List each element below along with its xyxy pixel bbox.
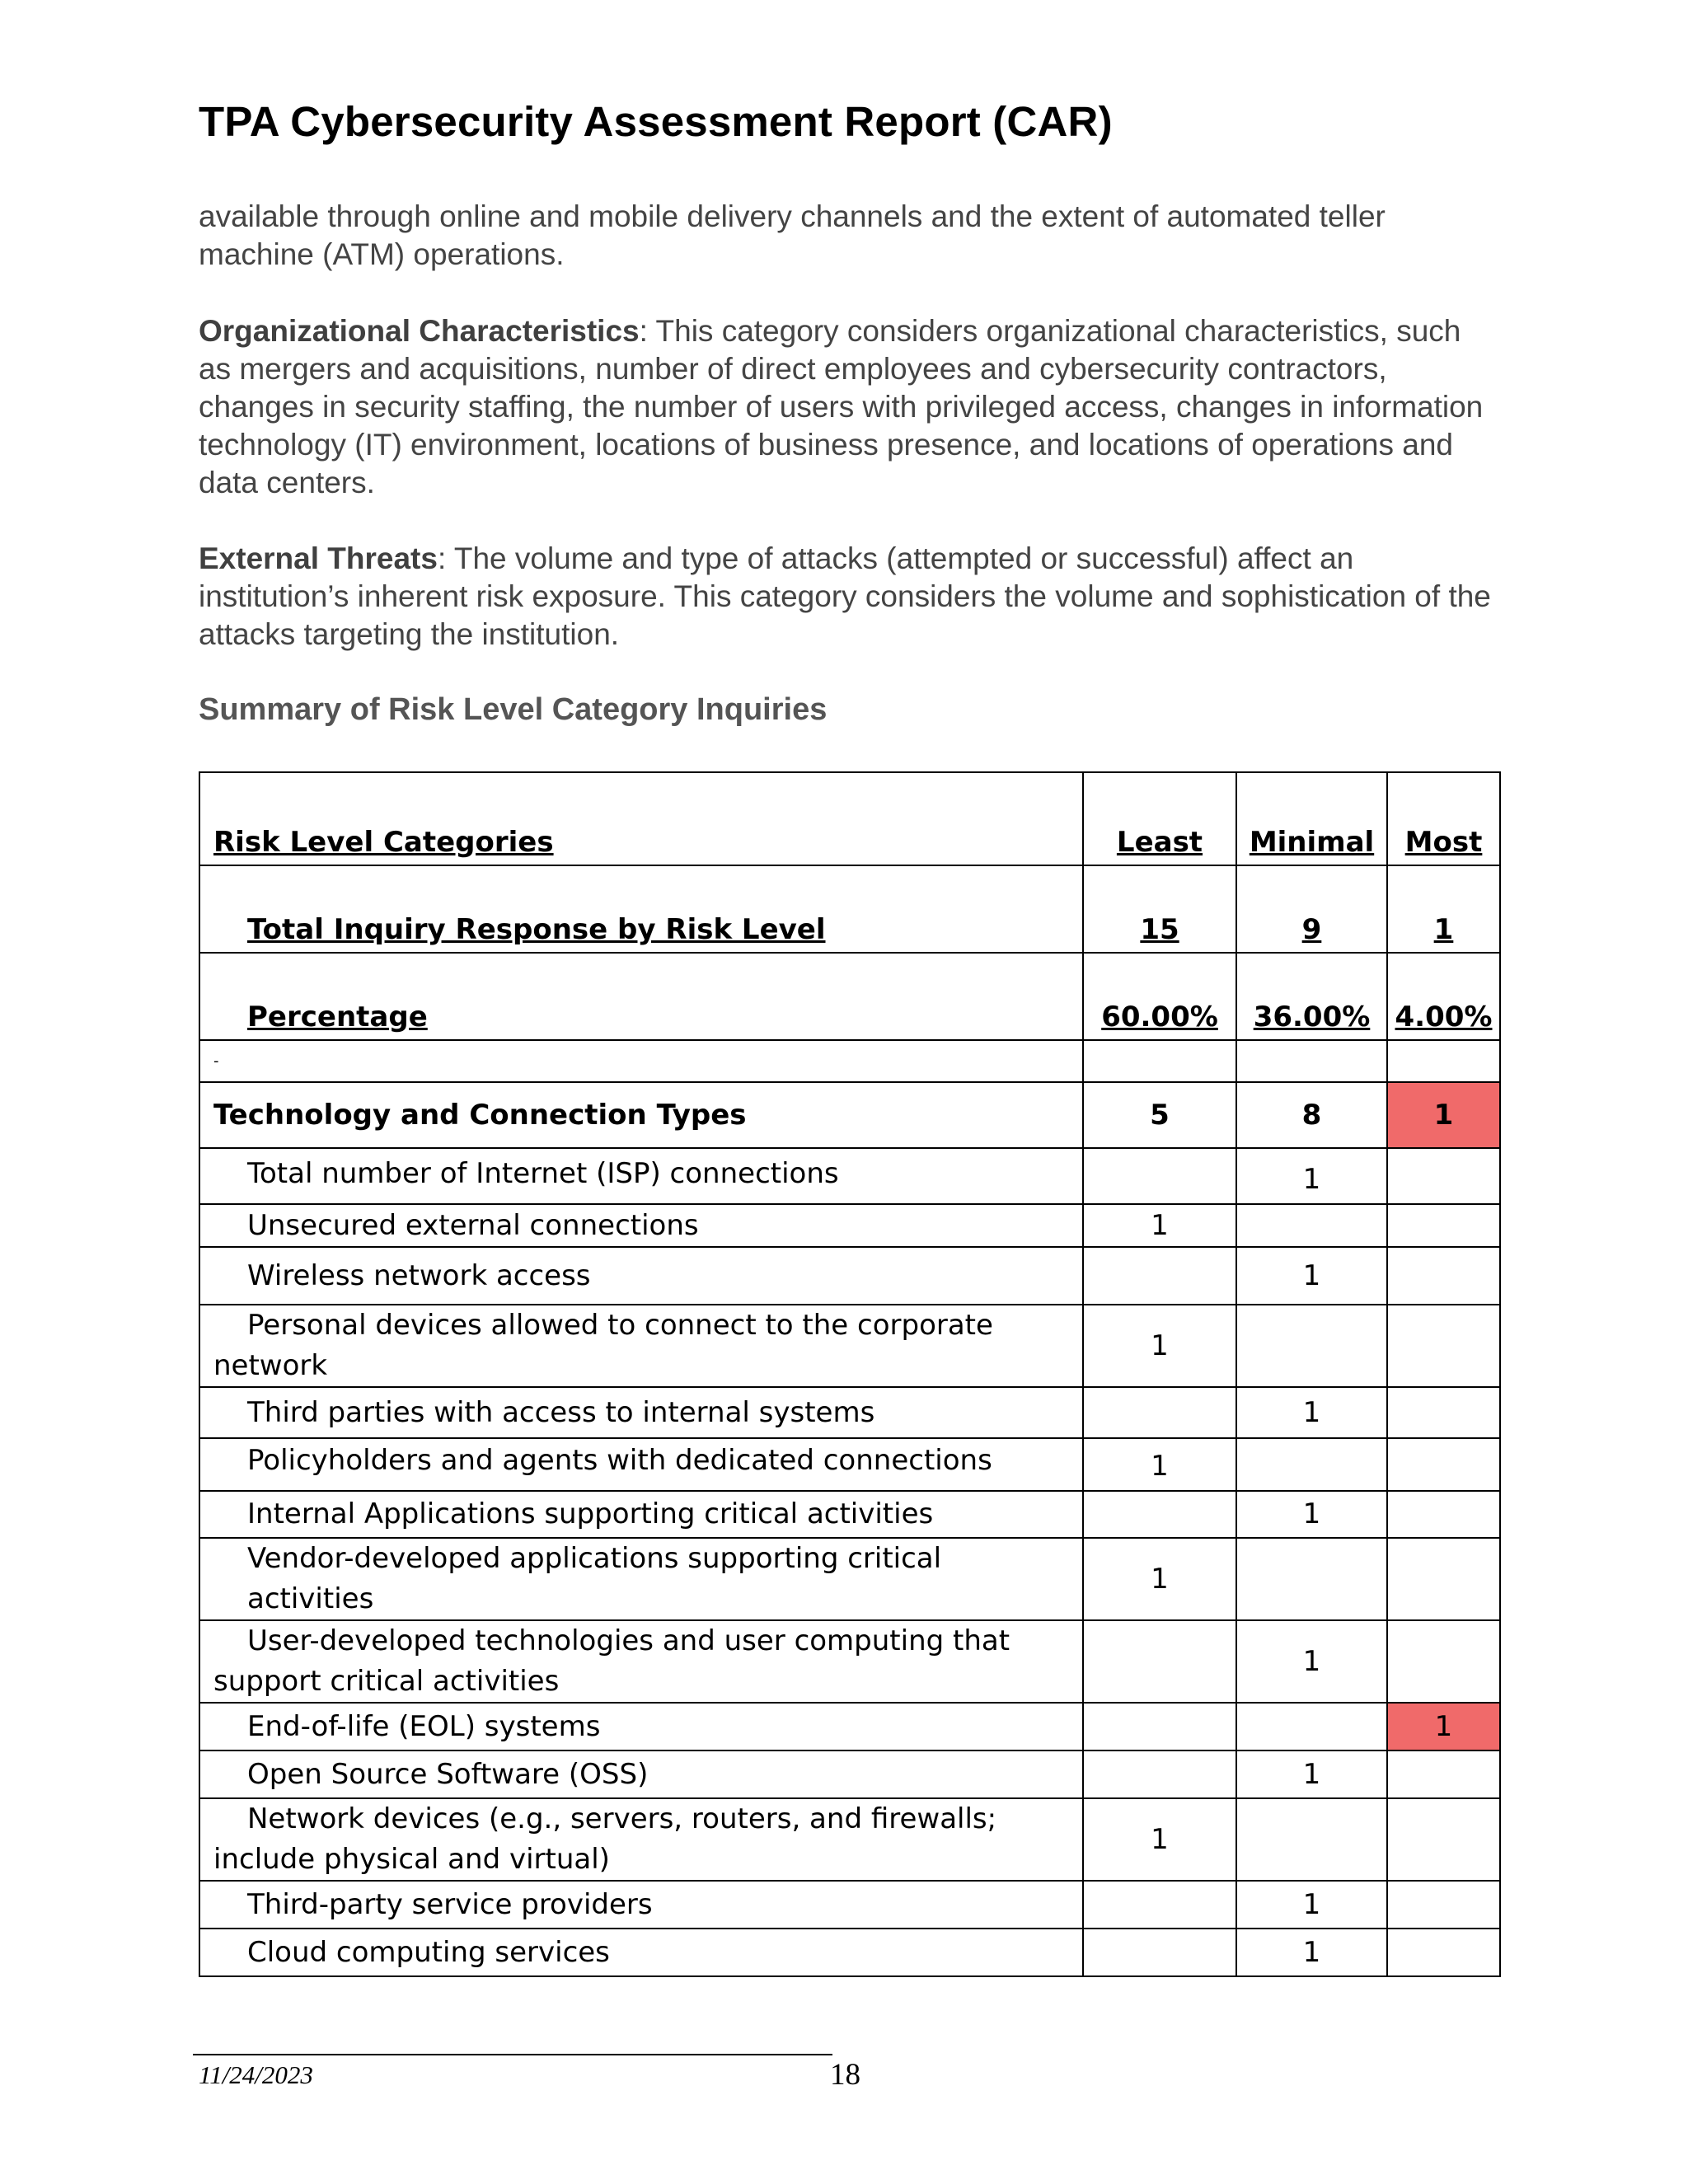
spacer-row xyxy=(199,1040,1500,1082)
percentage-row xyxy=(199,953,1500,1040)
footer-date: 11/24/2023 xyxy=(199,2060,313,2089)
row-minimal: 1 xyxy=(1236,1148,1387,1204)
row-most xyxy=(1387,1620,1500,1703)
section-label: Technology and Connection Types xyxy=(199,1082,1083,1148)
percentage-label: Percentage xyxy=(199,953,1083,1040)
row-most xyxy=(1387,1438,1500,1491)
row-minimal xyxy=(1236,1798,1387,1881)
paragraph-text: available through online and mobile delivery channels and the extent of automated teller machine (ATM) operations. xyxy=(199,199,1386,271)
header-least: Least xyxy=(1083,772,1236,865)
row-most xyxy=(1387,1247,1500,1305)
row-label: Total number of Internet (ISP) connections xyxy=(199,1148,1083,1204)
totals-least: 15 xyxy=(1083,865,1236,953)
row-minimal: 1 xyxy=(1236,1881,1387,1929)
row-minimal xyxy=(1236,1438,1387,1491)
table-row xyxy=(199,1247,1500,1305)
table-row xyxy=(199,1491,1500,1538)
row-most xyxy=(1387,1538,1500,1620)
row-minimal: 1 xyxy=(1236,1247,1387,1305)
table-row xyxy=(199,1620,1500,1703)
row-label: Third parties with access to internal systems xyxy=(199,1387,1083,1438)
section-row xyxy=(199,1082,1500,1148)
row-label xyxy=(199,1798,1083,1881)
percentage-least: 60.00% xyxy=(1083,953,1236,1040)
row-label xyxy=(199,1305,1083,1387)
paragraph-external-threats xyxy=(199,540,1501,654)
row-minimal: 1 xyxy=(1236,1750,1387,1798)
totals-label: Total Inquiry Response by Risk Level xyxy=(199,865,1083,953)
section-minimal: 8 xyxy=(1236,1082,1387,1148)
row-label: Open Source Software (OSS) xyxy=(199,1750,1083,1798)
table-row xyxy=(199,1538,1500,1620)
row-label-line-1: Personal devices allowed to connect to the corporate xyxy=(247,1309,993,1342)
row-most xyxy=(1387,1491,1500,1538)
row-least xyxy=(1083,1387,1236,1438)
header-most: Most xyxy=(1387,772,1500,865)
table-row xyxy=(199,1148,1500,1204)
row-most xyxy=(1387,1387,1500,1438)
table-row xyxy=(199,1929,1500,1976)
row-label-line-2: support critical activities xyxy=(213,1665,560,1698)
row-minimal: 1 xyxy=(1236,1620,1387,1703)
row-label: Internal Applications supporting critical activities xyxy=(199,1491,1083,1538)
row-least xyxy=(1083,1148,1236,1204)
risk-level-table xyxy=(199,771,1501,1977)
row-least xyxy=(1083,1881,1236,1929)
spacer-mark: - xyxy=(199,1040,1083,1082)
totals-most: 1 xyxy=(1387,865,1500,953)
row-minimal: 1 xyxy=(1236,1929,1387,1976)
header-risk-level-categories: Risk Level Categories xyxy=(199,772,1083,865)
row-label: Vendor-developed applications supporting critical activities xyxy=(199,1538,1083,1620)
row-label-line-2: include physical and virtual) xyxy=(213,1843,610,1876)
row-least: 1 xyxy=(1083,1538,1236,1620)
page-number: 18 xyxy=(830,2058,860,2092)
row-label xyxy=(199,1620,1083,1703)
totals-minimal: 9 xyxy=(1236,865,1387,953)
page-title: TPA Cybersecurity Assessment Report (CAR) xyxy=(199,98,1113,145)
table-header-row xyxy=(199,772,1500,865)
row-least: 1 xyxy=(1083,1204,1236,1247)
row-label-line-1: Network devices (e.g., servers, routers, and firewalls; xyxy=(247,1802,997,1835)
row-minimal xyxy=(1236,1703,1387,1750)
row-minimal xyxy=(1236,1538,1387,1620)
paragraph-text: : The volume and type of attacks (attempted or successful) affect an institution’s inherent risk exposure. This category considers the volume and sophistication of the attacks targeting the institution. xyxy=(199,541,1491,651)
row-label: Unsecured external connections xyxy=(199,1204,1083,1247)
paragraph-label: External Threats xyxy=(199,541,438,575)
table-row xyxy=(199,1703,1500,1750)
row-minimal: 1 xyxy=(1236,1491,1387,1538)
row-least: 1 xyxy=(1083,1305,1236,1387)
paragraph-text: : This category considers organizational characteristics, such as mergers and acquisitions, number of direct employees and cybersecurity contractors, changes in security staffing, the number of users with privileged access, changes in information technology (IT) environment, locations of business presence, and locations of operations and data centers. xyxy=(199,314,1484,499)
row-least xyxy=(1083,1491,1236,1538)
footer-divider xyxy=(193,2054,832,2055)
row-least xyxy=(1083,1247,1236,1305)
row-least xyxy=(1083,1703,1236,1750)
table-row xyxy=(199,1881,1500,1929)
row-least: 1 xyxy=(1083,1798,1236,1881)
section-subheading: Summary of Risk Level Category Inquiries xyxy=(199,692,828,727)
section-most: 1 xyxy=(1387,1082,1500,1148)
table-row xyxy=(199,1204,1500,1247)
row-label: Third-party service providers xyxy=(199,1881,1083,1929)
table-row xyxy=(199,1305,1500,1387)
paragraph-organizational-characteristics xyxy=(199,312,1501,502)
table-row xyxy=(199,1438,1500,1491)
row-most xyxy=(1387,1929,1500,1976)
row-most xyxy=(1387,1204,1500,1247)
row-label: Policyholders and agents with dedicated connections xyxy=(199,1438,1083,1491)
row-most xyxy=(1387,1750,1500,1798)
row-most xyxy=(1387,1798,1500,1881)
row-most xyxy=(1387,1881,1500,1929)
row-most xyxy=(1387,1148,1500,1204)
totals-row xyxy=(199,865,1500,953)
row-most xyxy=(1387,1305,1500,1387)
row-label-line-1: User-developed technologies and user computing that xyxy=(247,1624,1010,1657)
percentage-minimal: 36.00% xyxy=(1236,953,1387,1040)
row-most-highlighted: 1 xyxy=(1387,1703,1500,1750)
percentage-most: 4.00% xyxy=(1387,953,1500,1040)
row-least xyxy=(1083,1750,1236,1798)
row-minimal: 1 xyxy=(1236,1387,1387,1438)
table-row xyxy=(199,1750,1500,1798)
row-least: 1 xyxy=(1083,1438,1236,1491)
header-minimal: Minimal xyxy=(1236,772,1387,865)
paragraph-label: Organizational Characteristics xyxy=(199,314,640,348)
row-label: Cloud computing services xyxy=(199,1929,1083,1976)
row-least xyxy=(1083,1620,1236,1703)
table-row xyxy=(199,1387,1500,1438)
row-label: End-of-life (EOL) systems xyxy=(199,1703,1083,1750)
row-minimal xyxy=(1236,1305,1387,1387)
row-least xyxy=(1083,1929,1236,1976)
row-label-line-2: network xyxy=(213,1349,328,1382)
table-row xyxy=(199,1798,1500,1881)
row-label: Wireless network access xyxy=(199,1247,1083,1305)
paragraph-delivery-channels xyxy=(199,198,1501,274)
section-least: 5 xyxy=(1083,1082,1236,1148)
row-minimal xyxy=(1236,1204,1387,1247)
